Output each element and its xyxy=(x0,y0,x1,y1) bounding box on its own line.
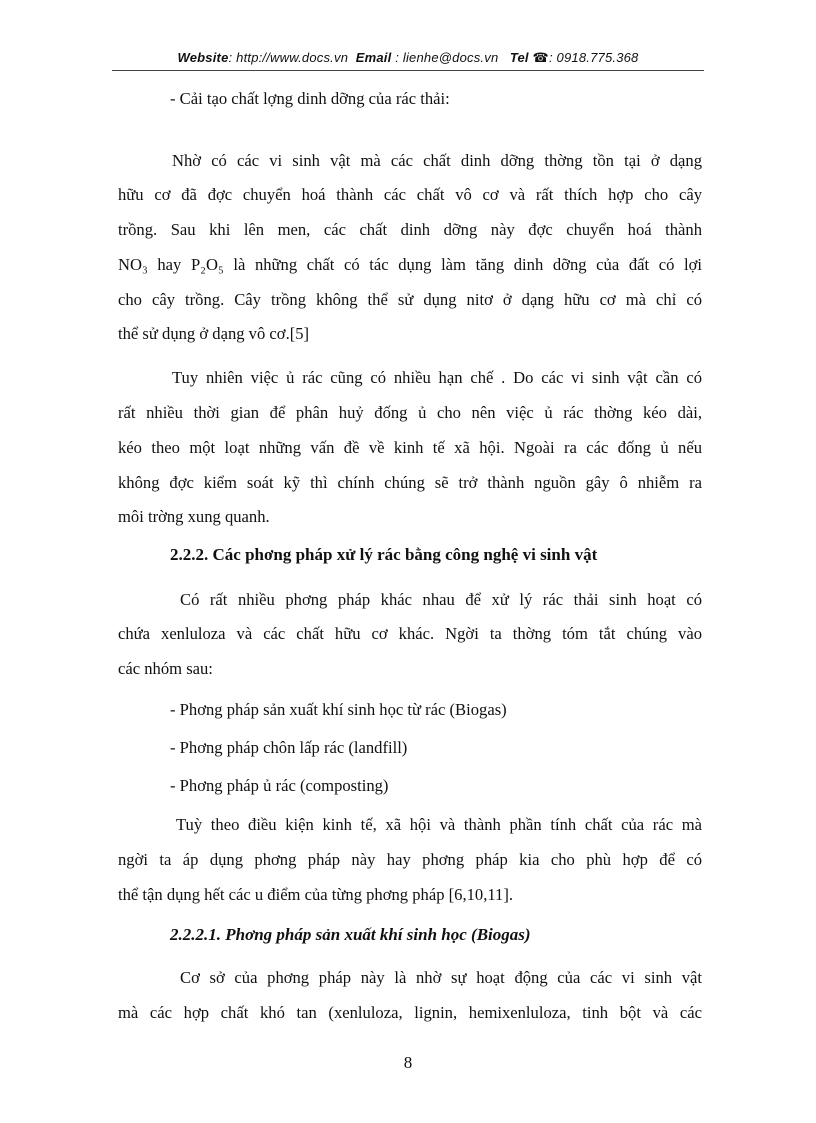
list-item: - Phơng pháp sản xuất khí sinh học từ rác (Biogas) xyxy=(170,700,507,719)
tel-value: : 0918.775.368 xyxy=(548,50,639,65)
body-line: chứa xenluloza và các chất hữu cơ khác. Ngời ta thờng tóm tắt chúng vào xyxy=(118,624,702,643)
body-line: trồng. Sau khi lên men, các chất dinh dỡng này đợc chuyển hoá thành xyxy=(118,220,702,239)
body-line: mà các hợp chất khó tan (xenluloza, lignin, hemixenluloza, tinh bột và các xyxy=(118,1003,702,1022)
body-line: NO₃ hay P₂O₅ là những chất có tác dụng làm tăng dinh dỡng của đất có lợi xyxy=(118,255,702,274)
header-rule xyxy=(112,70,704,71)
body-line: các nhóm sau: xyxy=(118,659,213,678)
body-line: Có rất nhiều phơng pháp khác nhau để xử lý rác thải sinh hoạt có xyxy=(180,590,702,609)
subsection-heading: 2.2.2.1. Phơng pháp sản xuất khí sinh học (Biogas) xyxy=(170,925,531,944)
email-value: : lienhe@docs.vn xyxy=(395,50,499,65)
phone-icon: ☎ xyxy=(532,50,549,65)
body-line: thể tận dụng hết các u điểm của từng phơng pháp [6,10,11]. xyxy=(118,885,514,904)
body-line: không đợc kiểm soát kỹ thì chính chúng sẽ trở thành nguồn gây ô nhiễm ra xyxy=(118,473,702,492)
email-label: Email xyxy=(355,50,392,65)
section-heading: 2.2.2. Các phơng pháp xử lý rác bằng công nghệ vi sinh vật xyxy=(170,545,598,564)
website-label: Website xyxy=(177,50,229,65)
tel-label: Tel xyxy=(509,50,529,65)
website-value: : http://www.docs.vn xyxy=(228,50,349,65)
body-line: Cơ sở của phơng pháp này là nhờ sự hoạt động của các vi sinh vật xyxy=(180,968,702,987)
page-number: 8 xyxy=(403,1053,413,1072)
body-line: ngời ta áp dụng phơng pháp này hay phơng pháp kia cho phù hợp để có xyxy=(118,850,702,869)
body-line: Tuy nhiên việc ủ rác cũng có nhiều hạn chế . Do các vi sinh vật cần có xyxy=(172,368,702,387)
body-line: Nhờ có các vi sinh vật mà các chất dinh dỡng thờng tồn tại ở dạng xyxy=(172,151,702,170)
body-line: cho cây trồng. Cây trồng không thể sử dụng nitơ ở dạng hữu cơ mà chỉ có xyxy=(118,290,702,309)
body-line: kéo theo một loạt những vấn đề về kinh tế xã hội. Ngoài ra các đống ủ nếu xyxy=(118,438,702,457)
page-header xyxy=(0,50,816,66)
body-line: hữu cơ đã đợc chuyển hoá thành các chất vô cơ và rất thích hợp cho cây xyxy=(118,185,702,204)
body-line: rất nhiều thời gian để phân huỷ đống ủ cho nên việc ủ rác thờng kéo dài, xyxy=(118,403,702,422)
body-line: - Cải tạo chất lợng dinh dỡng của rác thải: xyxy=(170,89,450,108)
body-line: môi trờng xung quanh. xyxy=(118,507,270,526)
body-line: thể sử dụng ở dạng vô cơ.[5] xyxy=(118,324,310,343)
list-item: - Phơng pháp ủ rác (composting) xyxy=(170,776,389,795)
body-line: Tuỳ theo điều kiện kinh tế, xã hội và thành phần tính chất của rác mà xyxy=(176,815,702,834)
list-item: - Phơng pháp chôn lấp rác (landfill) xyxy=(170,738,408,757)
